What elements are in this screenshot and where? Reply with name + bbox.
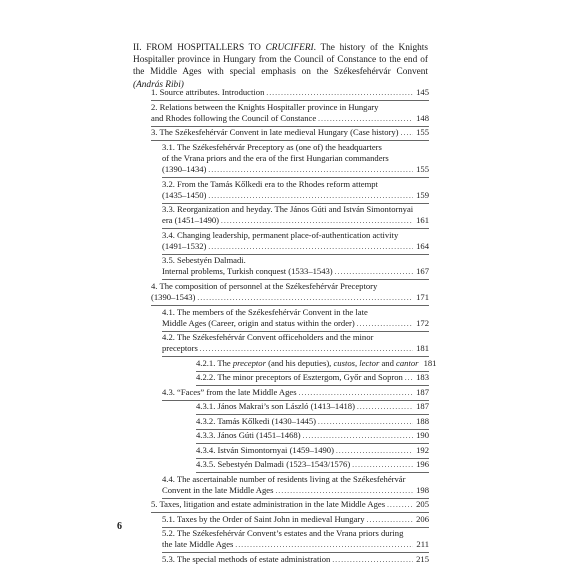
entry-divider bbox=[196, 443, 429, 444]
toc-page-number: 206 bbox=[416, 513, 429, 524]
toc-entry bbox=[162, 474, 429, 497]
dot-leader bbox=[303, 431, 413, 442]
page-number: 6 bbox=[117, 521, 122, 532]
dot-leader bbox=[208, 242, 413, 253]
toc-entry-title: and Rhodes following the Council of Constance bbox=[151, 112, 317, 123]
toc-entry-title: 4.3.1. János Makrai’s son László (1413–1418) bbox=[196, 401, 355, 412]
toc-entry-title: Middle Ages (Career, origin and status within the order) bbox=[162, 317, 355, 328]
entry-divider bbox=[196, 472, 429, 473]
toc-entry bbox=[196, 459, 429, 471]
toc-entry-title: 4.3.4. István Simontornyai (1459–1490) bbox=[196, 444, 334, 455]
toc-entry bbox=[196, 430, 429, 442]
entry-divider bbox=[196, 429, 429, 430]
toc-page-number: 211 bbox=[416, 539, 429, 550]
toc-entry-title: 4.3.2. Tamás Kőlkedi (1430–1445) bbox=[196, 415, 317, 426]
toc-entry bbox=[196, 357, 437, 370]
table-of-contents bbox=[140, 85, 437, 566]
dot-leader bbox=[266, 88, 413, 99]
heading-text: II. FROM HOSPITALLERS TO bbox=[133, 43, 266, 53]
entry-divider bbox=[162, 400, 429, 401]
entry-divider bbox=[196, 458, 429, 459]
toc-entry bbox=[151, 281, 429, 304]
entry-divider bbox=[162, 177, 429, 178]
entry-divider bbox=[162, 498, 429, 499]
dot-leader bbox=[208, 191, 413, 202]
toc-page-number: 181 bbox=[423, 357, 437, 368]
entry-divider bbox=[162, 228, 429, 229]
toc-page-number: 196 bbox=[416, 459, 429, 470]
toc-entry-title: 4. The composition of personnel at the Székesfehérvár Preceptory bbox=[151, 280, 378, 291]
toc-page-number: 148 bbox=[416, 112, 429, 123]
toc-page-number: 164 bbox=[416, 240, 429, 251]
toc-entry bbox=[162, 387, 429, 399]
toc-entry-title: Convent in the late Middle Ages bbox=[162, 484, 274, 495]
toc-entry-title: 3. The Székesfehérvár Convent in late medieval Hungary (Case history) bbox=[151, 127, 399, 138]
toc-entry bbox=[162, 142, 429, 176]
toc-page-number: 188 bbox=[416, 415, 429, 426]
toc-entry-title: preceptors bbox=[162, 343, 198, 354]
heading-text-continued: . The history of the Knights Hospitaller province in Hungary from the Council of Constance to the end of the Middle Ages with special emphasis on the Székesfehérvár Convent bbox=[133, 43, 428, 78]
entry-divider bbox=[196, 385, 429, 386]
entry-divider bbox=[162, 331, 429, 332]
entry-divider bbox=[196, 371, 429, 372]
toc-page-number: 192 bbox=[416, 444, 429, 455]
dot-leader bbox=[208, 165, 413, 176]
toc-entry-title: (1435–1450) bbox=[162, 189, 207, 200]
dot-leader bbox=[357, 319, 413, 330]
heading-author: (András Ribi) bbox=[133, 79, 184, 90]
toc-entry-title: 5.2. The Székesfehérvár Convent’s estates and the Vrana priors during bbox=[162, 528, 404, 539]
entry-divider bbox=[162, 552, 429, 553]
toc-page-number: 183 bbox=[416, 372, 429, 383]
toc-entry bbox=[196, 372, 429, 384]
dot-leader bbox=[221, 216, 413, 227]
dot-leader bbox=[335, 267, 413, 278]
toc-entry-title: 4.2.1. The preceptor (and his deputies), custos, lector and cantor bbox=[196, 357, 419, 368]
heading-italic-term: CRUCIFERI bbox=[265, 43, 314, 53]
dot-leader bbox=[387, 500, 413, 511]
toc-entry-title: 4.4. The ascertainable number of residents living at the Székesfehérvár bbox=[162, 473, 406, 484]
dot-leader bbox=[200, 344, 413, 355]
dot-leader bbox=[357, 402, 413, 413]
toc-entry bbox=[151, 87, 429, 99]
toc-page-number: 167 bbox=[416, 266, 429, 277]
dot-leader bbox=[401, 128, 413, 139]
toc-entry-title: 4.1. The members of the Székesfehérvár Convent in the late bbox=[162, 306, 368, 317]
toc-entry bbox=[196, 445, 429, 457]
toc-entry-title: 3.3. Reorganization and heyday. The János Gúti and István Simontornyai bbox=[162, 204, 414, 215]
toc-entry-title: 3.5. Sebestyén Dalmadi. bbox=[162, 255, 246, 266]
toc-entry bbox=[151, 499, 429, 511]
toc-page-number: 172 bbox=[416, 317, 429, 328]
toc-entry bbox=[196, 401, 429, 413]
entry-divider bbox=[151, 305, 429, 306]
section-heading bbox=[133, 42, 428, 91]
toc-entry-title: (1390–1543) bbox=[151, 292, 196, 303]
toc-entry-title: Internal problems, Turkish conquest (1533–1543) bbox=[162, 266, 333, 277]
toc-entry-title: 3.4. Changing leadership, permanent place-of-authentication activity bbox=[162, 229, 399, 240]
toc-entry bbox=[162, 230, 429, 253]
dot-leader bbox=[352, 460, 413, 471]
entry-divider bbox=[196, 414, 429, 415]
toc-entry-title: 4.2. The Székesfehérvár Convent officeholders and the minor bbox=[162, 332, 374, 343]
entry-divider bbox=[162, 527, 429, 528]
toc-entry-title: era (1451–1490) bbox=[162, 215, 220, 226]
toc-page-number: 181 bbox=[416, 343, 429, 354]
toc-entry bbox=[151, 127, 429, 139]
toc-page-number: 159 bbox=[416, 189, 429, 200]
dot-leader bbox=[336, 446, 413, 457]
dot-leader bbox=[405, 373, 413, 384]
dot-leader bbox=[275, 486, 413, 497]
entry-divider bbox=[151, 100, 429, 101]
toc-page-number: 171 bbox=[416, 292, 429, 303]
toc-entry-title: 5.3. The special methods of estate administration bbox=[162, 553, 331, 564]
toc-page-number: 187 bbox=[416, 386, 429, 397]
toc-page-number: 161 bbox=[416, 215, 429, 226]
toc-page-number: 205 bbox=[416, 499, 429, 510]
toc-entry-title: of the Vrana priors and the era of the first Hungarian commanders bbox=[162, 153, 389, 164]
toc-entry-title: 4.3.5. Sebestyén Dalmadi (1523–1543/1576) bbox=[196, 459, 351, 470]
dot-leader bbox=[332, 555, 413, 566]
toc-entry bbox=[162, 204, 429, 227]
toc-entry-title: 4.2.2. The minor preceptors of Esztergom, Győr and Sopron bbox=[196, 372, 403, 383]
entry-divider bbox=[162, 356, 429, 357]
dot-leader bbox=[235, 540, 413, 551]
dot-leader bbox=[367, 515, 413, 526]
toc-entry bbox=[162, 332, 429, 355]
entry-divider bbox=[151, 140, 429, 141]
toc-entry bbox=[196, 416, 429, 428]
entry-divider bbox=[162, 203, 429, 204]
toc-entry-title: 3.2. From the Tamás Kőlkedi era to the Rhodes reform attempt bbox=[162, 178, 378, 189]
toc-entry bbox=[162, 307, 429, 330]
entry-divider bbox=[151, 512, 429, 513]
toc-entry-title: 1. Source attributes. Introduction bbox=[151, 87, 265, 98]
entry-divider bbox=[162, 279, 429, 280]
toc-entry bbox=[162, 554, 429, 566]
dot-leader bbox=[318, 114, 413, 125]
toc-page-number: 187 bbox=[416, 401, 429, 412]
dot-leader bbox=[318, 417, 413, 428]
toc-entry bbox=[162, 528, 429, 551]
toc-entry-title: the late Middle Ages bbox=[162, 539, 234, 550]
toc-page-number: 215 bbox=[416, 553, 429, 564]
toc-page-number: 190 bbox=[416, 430, 429, 441]
toc-page-number: 145 bbox=[416, 87, 429, 98]
toc-page-number: 198 bbox=[416, 484, 429, 495]
toc-page-number: 155 bbox=[416, 127, 429, 138]
toc-entry bbox=[162, 179, 429, 202]
toc-entry-title: 3.1. The Székesfehérvár Preceptory as (one of) the headquarters bbox=[162, 141, 382, 152]
dot-leader bbox=[299, 388, 413, 399]
toc-entry-title: 5. Taxes, litigation and estate administration in the late Middle Ages bbox=[151, 499, 386, 510]
toc-entry-title: 2. Relations between the Knights Hospitaller province in Hungary bbox=[151, 101, 379, 112]
entry-divider bbox=[151, 126, 429, 127]
toc-entry-title: 4.3. “Faces” from the late Middle Ages bbox=[162, 386, 297, 397]
toc-entry-title: (1491–1532) bbox=[162, 240, 207, 251]
entry-divider bbox=[162, 254, 429, 255]
toc-entry bbox=[162, 255, 429, 278]
toc-page-number: 155 bbox=[416, 164, 429, 175]
toc-entry bbox=[151, 102, 429, 125]
toc-entry-title: (1390–1434) bbox=[162, 164, 207, 175]
toc-entry bbox=[162, 514, 429, 526]
toc-entry-title: 4.3.3. János Gúti (1451–1468) bbox=[196, 430, 301, 441]
dot-leader bbox=[197, 293, 413, 304]
toc-entry-title: 5.1. Taxes by the Order of Saint John in medieval Hungary bbox=[162, 513, 365, 524]
